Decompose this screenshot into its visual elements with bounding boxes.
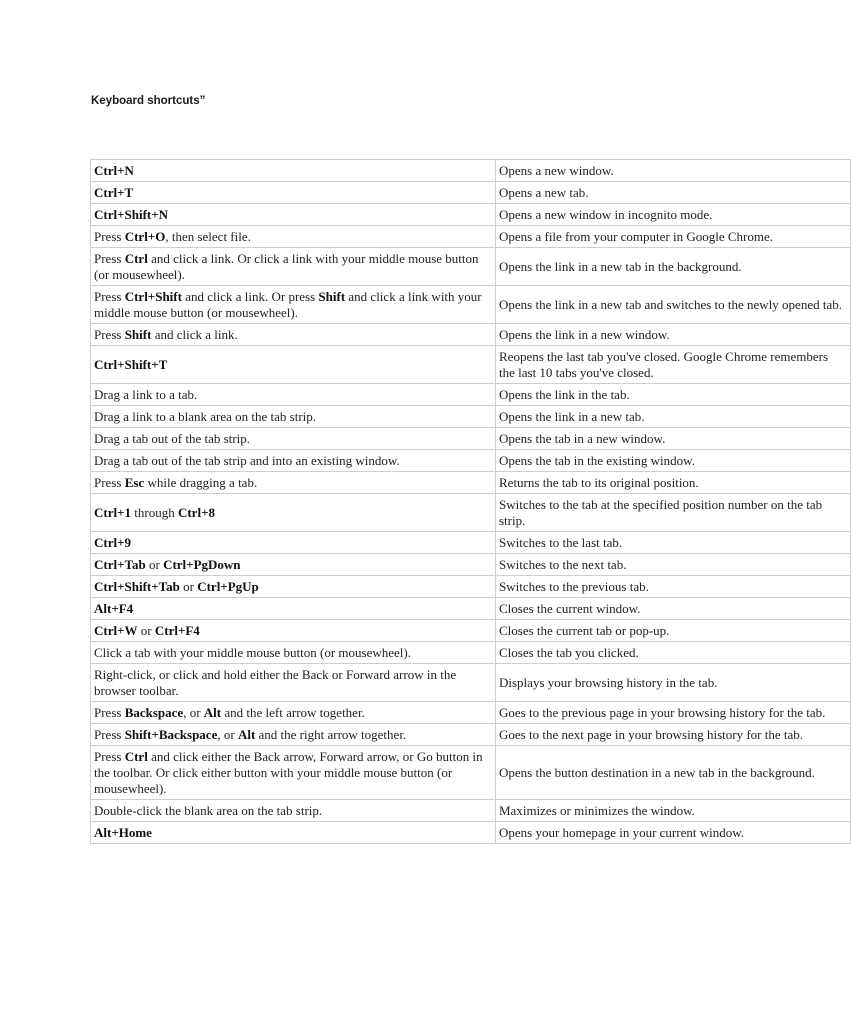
shortcut-key: Ctrl+Shift+Tab: [94, 579, 180, 594]
shortcut-text: or: [179, 579, 198, 594]
shortcut-text: and click a link. Or press: [181, 289, 319, 304]
shortcut-key: Ctrl: [124, 749, 148, 764]
shortcut-cell: [91, 664, 496, 702]
description-text: Switches to the previous tab.: [499, 579, 649, 594]
table-row: [91, 532, 851, 554]
document-title: Keyboard shortcuts”: [91, 95, 206, 107]
shortcut-key: Ctrl+PgUp: [197, 579, 259, 594]
description-text: Opens the link in the tab.: [499, 387, 630, 402]
description-text: Opens a new tab.: [499, 185, 589, 200]
table-row: [91, 472, 851, 494]
description-cell: [496, 472, 851, 494]
shortcut-text: and click a link. Or click a link with your middle mouse button (or mousewheel).: [94, 251, 479, 282]
shortcut-text: and click either the Back arrow, Forward arrow, or Go button in the toolbar. Or click either button with your middle mouse button (or mousewheel).: [94, 749, 483, 796]
description-cell: [496, 800, 851, 822]
description-text: Maximizes or minimizes the window.: [499, 803, 695, 818]
table-row: [91, 226, 851, 248]
description-cell: [496, 324, 851, 346]
shortcut-cell: [91, 160, 496, 182]
description-cell: [496, 286, 851, 324]
table-row: [91, 554, 851, 576]
shortcut-cell: [91, 822, 496, 844]
shortcut-text: , then select file.: [165, 229, 251, 244]
table-row: [91, 346, 851, 384]
description-cell: [496, 822, 851, 844]
description-text: Displays your browsing history in the tab.: [499, 675, 718, 690]
table-row: [91, 620, 851, 642]
shortcut-cell: [91, 226, 496, 248]
description-text: Opens the tab in the existing window.: [499, 453, 695, 468]
shortcut-key: Shift: [318, 289, 346, 304]
shortcut-cell: [91, 384, 496, 406]
shortcut-text: Right-click, or click and hold either the Back or Forward arrow in the browser toolbar.: [94, 667, 457, 698]
description-cell: [496, 532, 851, 554]
table-row: [91, 324, 851, 346]
shortcut-key: Alt+F4: [94, 601, 134, 616]
description-text: Closes the tab you clicked.: [499, 645, 639, 660]
shortcut-cell: [91, 532, 496, 554]
table-row: [91, 702, 851, 724]
shortcut-text: Click a tab with your middle mouse button (or mousewheel).: [94, 645, 411, 660]
table-row: [91, 576, 851, 598]
description-cell: [496, 598, 851, 620]
table-row: [91, 384, 851, 406]
description-text: strip.: [499, 513, 526, 528]
shortcut-cell: [91, 800, 496, 822]
shortcut-text: Drag a link to a blank area on the tab strip.: [94, 409, 317, 424]
table-row: [91, 494, 851, 532]
shortcuts-table-body: [91, 160, 851, 844]
shortcut-key: Ctrl+9: [94, 535, 132, 550]
shortcut-cell: [91, 428, 496, 450]
shortcut-cell: [91, 204, 496, 226]
shortcut-text: and the left arrow together.: [221, 705, 365, 720]
shortcut-key: Ctrl+Tab: [94, 557, 146, 572]
shortcut-key: Ctrl+O: [124, 229, 166, 244]
description-cell: [496, 204, 851, 226]
table-row: [91, 428, 851, 450]
description-text: Goes to the next page in your browsing history for the tab.: [499, 727, 803, 742]
shortcut-key: Ctrl+1: [94, 505, 132, 520]
shortcut-text: through: [131, 505, 178, 520]
shortcut-text: Press: [94, 229, 125, 244]
description-text: Opens your homepage in your current window.: [499, 825, 745, 840]
description-cell: [496, 746, 851, 800]
shortcut-text: and the right arrow together.: [255, 727, 407, 742]
description-cell: [496, 494, 851, 532]
description-cell: [496, 160, 851, 182]
shortcut-key: Alt: [237, 727, 256, 742]
description-text: Opens the button destination in a new tab in the background.: [499, 765, 815, 780]
shortcut-cell: [91, 494, 496, 532]
description-cell: [496, 554, 851, 576]
description-text: Switches to the last tab.: [499, 535, 623, 550]
shortcut-key: Shift: [124, 327, 152, 342]
shortcut-text: Press: [94, 727, 125, 742]
shortcut-key: Alt+Home: [94, 825, 152, 840]
shortcut-cell: [91, 286, 496, 324]
description-text: Closes the current tab or pop-up.: [499, 623, 670, 638]
shortcut-cell: [91, 702, 496, 724]
shortcut-text: Press: [94, 289, 125, 304]
shortcut-text: , or: [183, 705, 204, 720]
shortcut-text: Press: [94, 251, 125, 266]
table-row: [91, 724, 851, 746]
shortcut-key: Ctrl: [124, 251, 148, 266]
description-cell: [496, 620, 851, 642]
shortcut-cell: [91, 642, 496, 664]
description-cell: [496, 642, 851, 664]
shortcut-text: while dragging a tab.: [144, 475, 258, 490]
shortcut-key: Ctrl+Shift: [124, 289, 182, 304]
description-cell: [496, 226, 851, 248]
shortcut-cell: [91, 746, 496, 800]
description-cell: [496, 450, 851, 472]
description-text: Opens the tab in a new window.: [499, 431, 666, 446]
shortcut-key: Ctrl+F4: [154, 623, 200, 638]
shortcut-text: Press: [94, 705, 125, 720]
description-text: Returns the tab to its original position.: [499, 475, 699, 490]
table-row: [91, 160, 851, 182]
shortcut-key: Alt: [203, 705, 222, 720]
description-text: Opens a new window in incognito mode.: [499, 207, 713, 222]
table-row: [91, 204, 851, 226]
shortcut-key: Ctrl+Shift+T: [94, 357, 168, 372]
description-cell: [496, 724, 851, 746]
table-row: [91, 746, 851, 800]
shortcuts-table: [90, 159, 851, 844]
shortcut-cell: [91, 346, 496, 384]
shortcut-cell: [91, 472, 496, 494]
table-row: [91, 598, 851, 620]
shortcut-key: Ctrl+8: [177, 505, 215, 520]
table-row: [91, 286, 851, 324]
shortcut-text: Press: [94, 749, 125, 764]
shortcut-key: Backspace: [124, 705, 184, 720]
shortcut-text: or: [137, 623, 155, 638]
description-text: Opens the link in a new tab and switches to the newly opened tab.: [499, 297, 842, 312]
description-text: Goes to the previous page in your browsing history for the tab.: [499, 705, 826, 720]
shortcut-cell: [91, 724, 496, 746]
shortcut-cell: [91, 324, 496, 346]
description-text: Opens the link in a new tab in the background.: [499, 259, 742, 274]
shortcut-cell: [91, 450, 496, 472]
table-row: [91, 642, 851, 664]
shortcut-cell: [91, 598, 496, 620]
description-text: Switches to the next tab.: [499, 557, 627, 572]
description-cell: [496, 182, 851, 204]
shortcut-key: Ctrl+N: [94, 163, 134, 178]
shortcut-text: Drag a tab out of the tab strip.: [94, 431, 250, 446]
shortcut-text: and click a link with your middle mouse button (or mousewheel).: [94, 289, 482, 320]
table-row: [91, 450, 851, 472]
description-cell: [496, 384, 851, 406]
shortcut-cell: [91, 182, 496, 204]
shortcut-key: Ctrl+Shift+N: [94, 207, 169, 222]
shortcut-text: Drag a tab out of the tab strip and into an existing window.: [94, 453, 400, 468]
shortcut-key: Ctrl+W: [94, 623, 138, 638]
shortcut-text: Press: [94, 475, 125, 490]
shortcut-text: Double-click the blank area on the tab strip.: [94, 803, 323, 818]
shortcut-text: or: [145, 557, 164, 572]
description-cell: [496, 576, 851, 598]
description-cell: [496, 346, 851, 384]
description-text: Opens the link in a new tab.: [499, 409, 645, 424]
shortcut-key: Ctrl+PgDown: [163, 557, 241, 572]
description-text: Reopens the last tab you've closed. Google Chrome remembers: [499, 349, 829, 364]
table-row: [91, 248, 851, 286]
shortcut-text: Drag a link to a tab.: [94, 387, 198, 402]
shortcut-cell: [91, 554, 496, 576]
shortcut-text: Press: [94, 327, 125, 342]
shortcut-cell: [91, 248, 496, 286]
description-text: Opens a new window.: [499, 163, 614, 178]
description-cell: [496, 702, 851, 724]
table-row: [91, 406, 851, 428]
description-text: the last 10 tabs you've closed.: [499, 365, 654, 380]
table-row: [91, 822, 851, 844]
description-cell: [496, 248, 851, 286]
description-text: Opens a file from your computer in Google Chrome.: [499, 229, 774, 244]
shortcut-cell: [91, 620, 496, 642]
shortcut-text: and click a link.: [151, 327, 238, 342]
shortcut-key: Esc: [124, 475, 145, 490]
shortcuts-table-container: [90, 159, 842, 844]
table-row: [91, 664, 851, 702]
table-row: [91, 182, 851, 204]
description-cell: [496, 664, 851, 702]
table-row: [91, 800, 851, 822]
description-text: Opens the link in a new window.: [499, 327, 670, 342]
shortcut-cell: [91, 576, 496, 598]
shortcut-key: Shift+Backspace: [124, 727, 218, 742]
description-cell: [496, 406, 851, 428]
shortcut-key: Ctrl+T: [94, 185, 134, 200]
description-cell: [496, 428, 851, 450]
description-text: Switches to the tab at the specified position number on the tab: [499, 497, 823, 512]
shortcut-text: , or: [217, 727, 238, 742]
shortcut-cell: [91, 406, 496, 428]
description-text: Closes the current window.: [499, 601, 641, 616]
